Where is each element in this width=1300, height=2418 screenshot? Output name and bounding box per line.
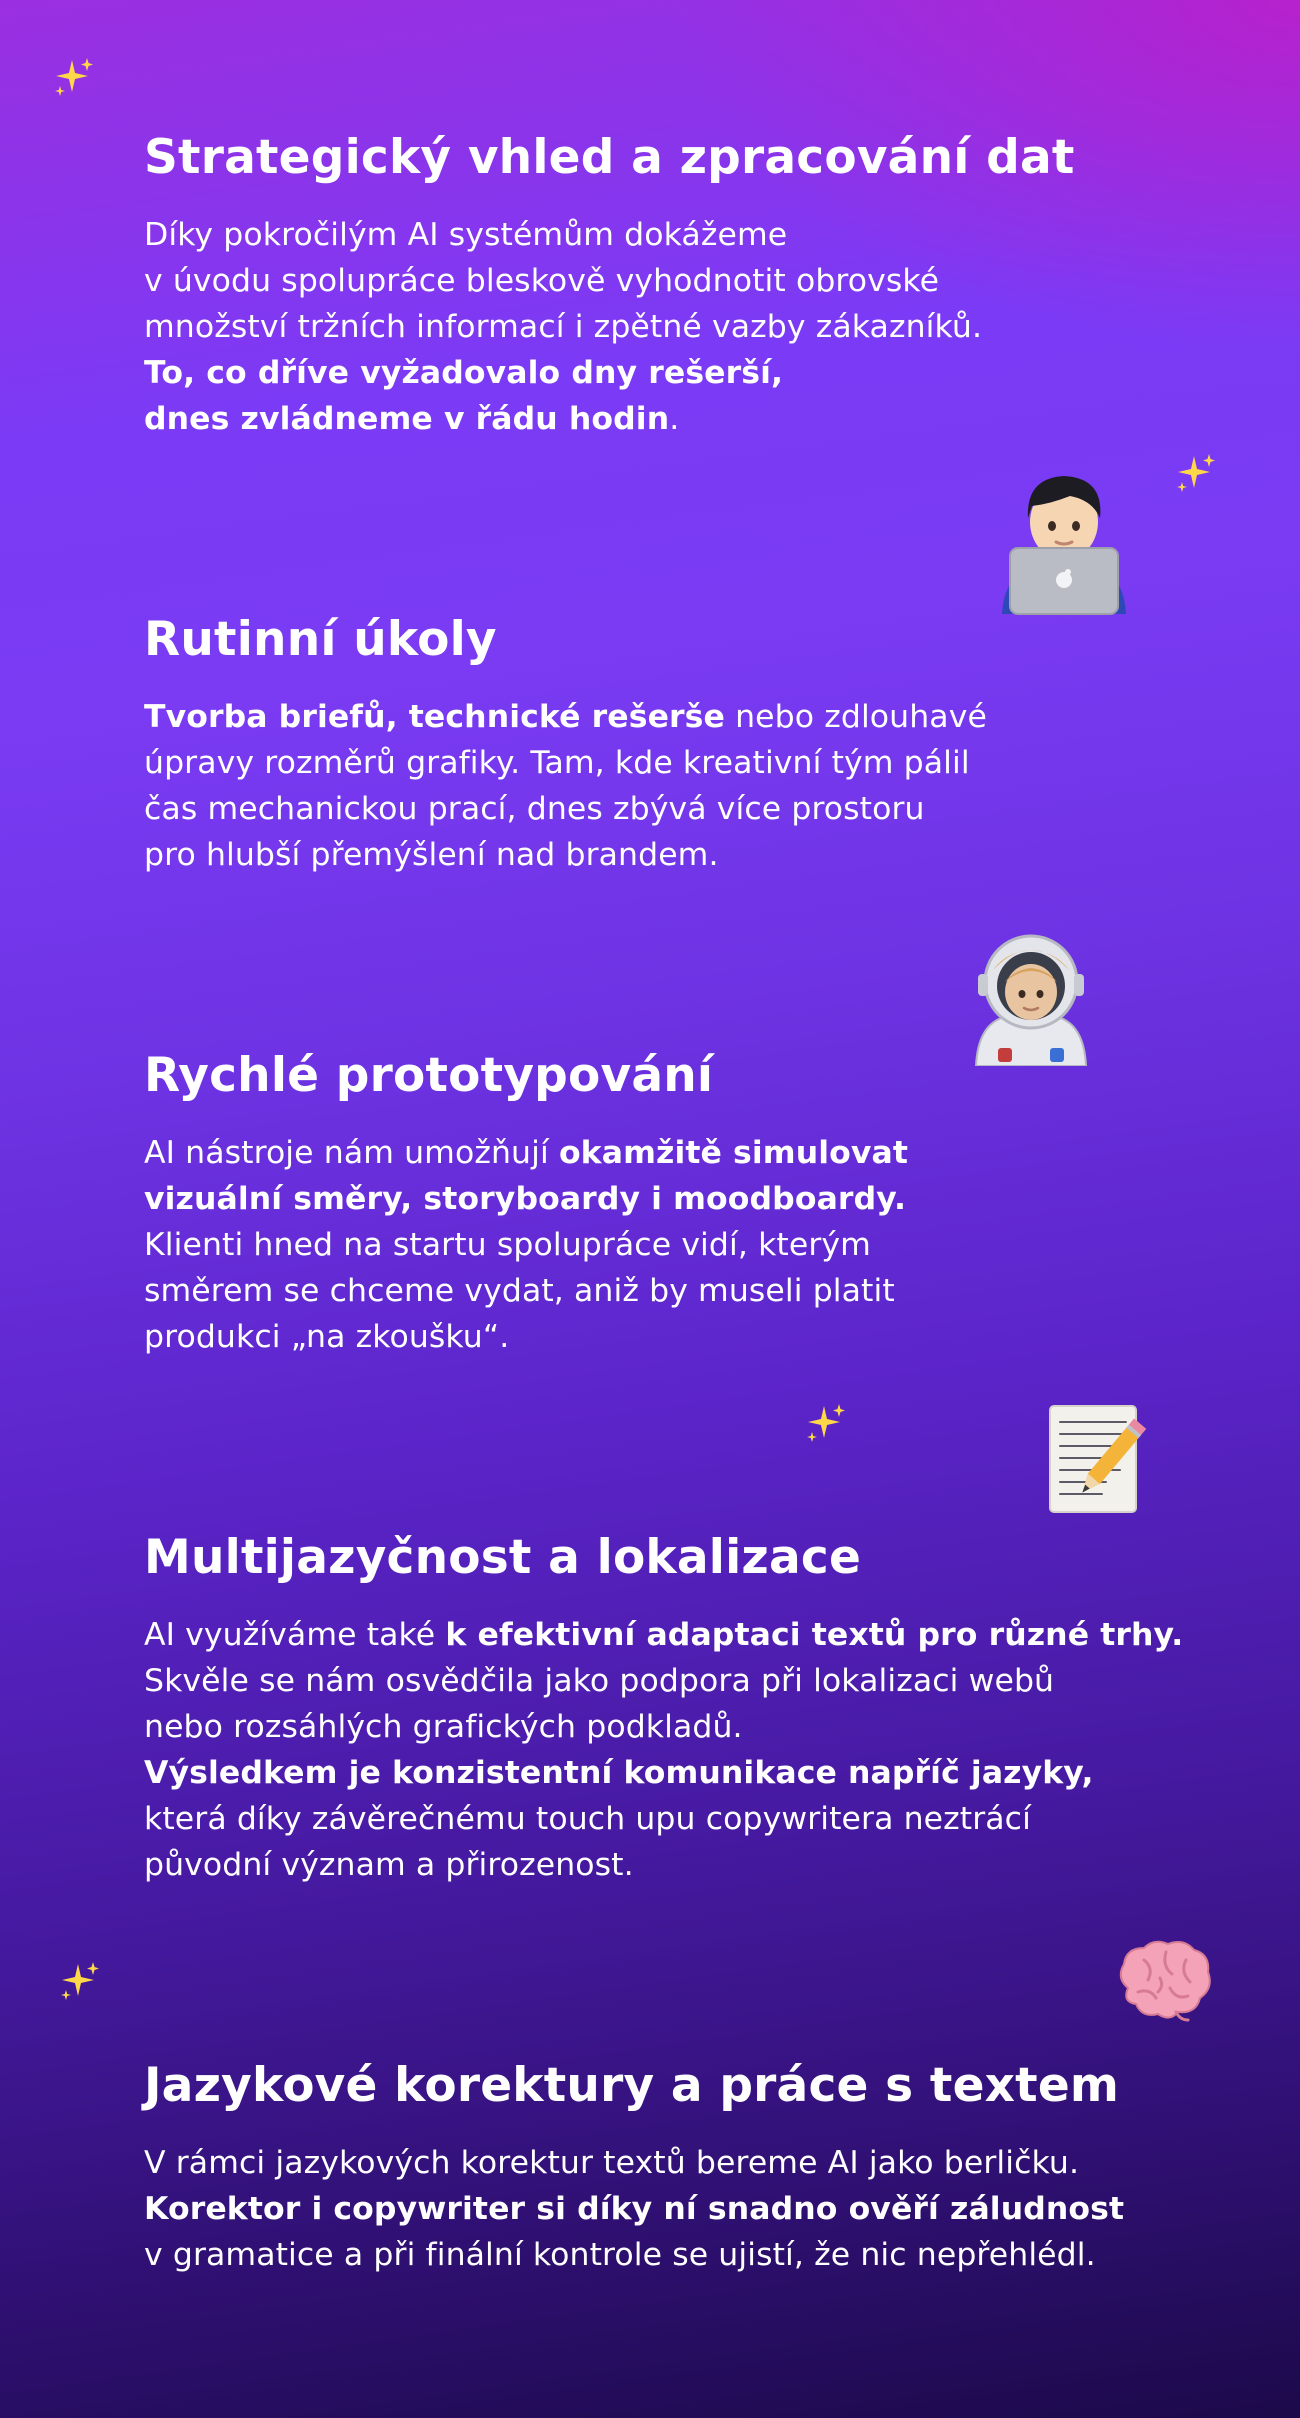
body-text: nebo zdlouhavé <box>724 698 987 735</box>
memo-pencil-icon <box>1046 1404 1150 1516</box>
body-text: Klienti hned na startu spolupráce vidí, kterým <box>144 1226 871 1263</box>
body-text: pro hlubší přemýšlení nad brandem. <box>144 836 719 873</box>
body-text: AI nástroje nám umožňují <box>144 1134 559 1171</box>
astronaut-icon <box>968 930 1094 1066</box>
section-title: Rychlé prototypování <box>144 1048 714 1103</box>
section-body <box>144 212 1224 442</box>
section-routine-tasks <box>144 614 1224 878</box>
section-body <box>144 1612 1224 1888</box>
section-title: Multijazyčnost a lokalizace <box>144 1530 862 1585</box>
sparkles-icon <box>1174 452 1218 496</box>
technologist-laptop-icon <box>996 466 1132 616</box>
emphasis-text: k efektivní adaptaci textů pro různé trhy. <box>445 1616 1184 1653</box>
body-text: . <box>669 400 680 437</box>
emphasis-text: dnes zvládneme v řádu hodin <box>144 400 670 437</box>
section-body <box>144 1130 1224 1360</box>
sparkles-icon <box>804 1402 848 1446</box>
section-title: Strategický vhled a zpracování dat <box>144 130 1075 185</box>
section-title: Rutinní úkoly <box>144 612 497 667</box>
emphasis-text: Tvorba briefů, technické rešerše <box>144 698 725 735</box>
body-text: úpravy rozměrů grafiky. Tam, kde kreativní tým pálil <box>144 744 970 781</box>
body-text: v gramatice a při finální kontrole se ujistí, že nic nepřehlédl. <box>144 2236 1096 2273</box>
body-text: Díky pokročilým AI systémům dokážeme <box>144 216 788 253</box>
body-text: čas mechanickou prací, dnes zbývá více prostoru <box>144 790 925 827</box>
body-text: která díky závěrečnému touch upu copywritera neztrácí <box>144 1800 1031 1837</box>
section-multilingual <box>144 1532 1224 1888</box>
sparkles-icon <box>58 1960 102 2004</box>
brain-icon <box>1114 1938 1214 2022</box>
body-text: V rámci jazykových korektur textů bereme AI jako berličku. <box>144 2144 1080 2181</box>
section-strategic-insight <box>144 132 1224 442</box>
emphasis-text: To, co dříve vyžadovalo dny rešerší, <box>144 354 784 391</box>
body-text: původní význam a přirozenost. <box>144 1846 634 1883</box>
emphasis-text: okamžitě simulovat <box>558 1134 909 1171</box>
section-proofreading <box>144 2060 1224 2278</box>
body-text: produkci „na zkoušku“. <box>144 1318 510 1355</box>
sparkles-icon <box>52 56 96 100</box>
section-body <box>144 2140 1224 2278</box>
body-text: množství tržních informací i zpětné vazby zákazníků. <box>144 308 983 345</box>
emphasis-text: Korektor i copywriter si díky ní snadno ověří záludnost <box>144 2190 1125 2227</box>
body-text: Skvěle se nám osvědčila jako podpora při lokalizaci webů <box>144 1662 1055 1699</box>
body-text: směrem se chceme vydat, aniž by museli platit <box>144 1272 895 1309</box>
section-rapid-prototyping <box>144 1050 1224 1360</box>
section-title: Jazykové korektury a práce s textem <box>144 2058 1120 2113</box>
body-text: nebo rozsáhlých grafických podkladů. <box>144 1708 743 1745</box>
body-text: v úvodu spolupráce bleskově vyhodnotit obrovské <box>144 262 940 299</box>
emphasis-text: Výsledkem je konzistentní komunikace napříč jazyky, <box>144 1754 1094 1791</box>
emphasis-text: vizuální směry, storyboardy i moodboardy. <box>144 1180 907 1217</box>
body-text: AI využíváme také <box>144 1616 446 1653</box>
section-body <box>144 694 1224 878</box>
